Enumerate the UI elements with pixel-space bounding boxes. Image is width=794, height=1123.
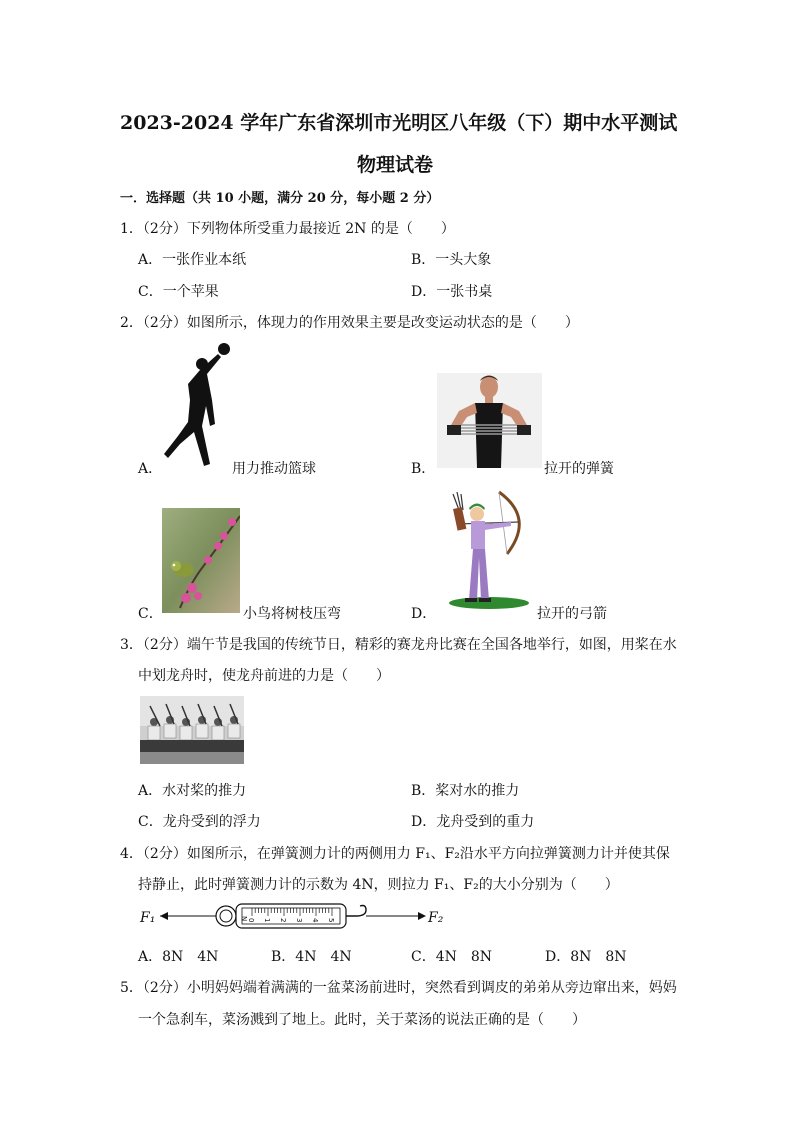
q2-option-d-letter: D． xyxy=(411,606,437,622)
q4-option-d: D．8N 8N xyxy=(545,949,627,965)
spring-expander-image xyxy=(437,373,542,468)
scale-number: 2 xyxy=(279,918,287,923)
exam-title-line2: 物理试卷 xyxy=(357,154,434,176)
scale-number: 0 xyxy=(247,918,255,923)
q2-option-b-caption: 拉开的弹簧 xyxy=(544,461,614,477)
basketball-player-image xyxy=(160,340,235,470)
dragon-boat-image xyxy=(140,696,244,764)
q1-option-c: C．一个苹果 xyxy=(138,284,219,300)
scale-number: 1 xyxy=(263,918,271,923)
q4-option-c: C．4N 8N xyxy=(411,949,493,965)
bird-branch-image xyxy=(162,508,240,613)
archer-image xyxy=(447,488,532,613)
q2-option-a-letter: A． xyxy=(138,461,163,477)
q2-option-a-caption: 用力推动篮球 xyxy=(232,461,316,477)
q3-option-c: C．龙舟受到的浮力 xyxy=(138,814,261,830)
q4-stem-line1: 4．（2分）如图所示，在弹簧测力计的两侧用力 F₁、F₂沿水平方向拉弹簧测力计并使其保 xyxy=(120,846,670,862)
f1-label: F₁ xyxy=(140,910,156,926)
q2-stem: 2．（2分）如图所示，体现力的作用效果主要是改变运动状态的是（ ） xyxy=(120,315,579,331)
q5-stem-line2: 一个急刹车，菜汤溅到了地上。此时，关于菜汤的说法正确的是（ ） xyxy=(138,1012,586,1028)
q4-option-a: A．8N 4N xyxy=(138,949,219,965)
section-heading: 一．选择题（共 10 小题，满分 20 分，每小题 2 分） xyxy=(120,191,440,206)
q2-option-b-letter: B． xyxy=(411,461,436,477)
q1-option-d: D．一张书桌 xyxy=(411,284,493,300)
q2-option-c-letter: C． xyxy=(138,606,163,622)
q1-option-b: B．一头大象 xyxy=(411,252,492,268)
q3-stem-line2: 中划龙舟时，使龙舟前进的力是（ ） xyxy=(138,668,390,684)
f2-label: F₂ xyxy=(428,910,444,926)
q4-stem-line2: 持静止，此时弹簧测力计的示数为 4N，则拉力 F₁、F₂的大小分别为（ ） xyxy=(138,877,619,893)
q2-option-d-caption: 拉开的弓箭 xyxy=(537,606,607,622)
q4-option-b: B．4N 4N xyxy=(271,949,352,965)
scale-unit-label: N xyxy=(240,916,248,922)
q1-stem: 1．（2分）下列物体所受重力最接近 2N 的是（ ） xyxy=(120,221,455,237)
q3-stem-line1: 3．（2分）端午节是我国的传统节日，精彩的赛龙舟比赛在全国各地举行，如图，用桨在水 xyxy=(120,637,677,653)
scale-number: 5 xyxy=(327,918,335,923)
q3-option-a: A．水对桨的推力 xyxy=(138,783,247,799)
spring-scale-diagram xyxy=(138,900,448,934)
exam-title-line1: 2023-2024 学年广东省深圳市光明区八年级（下）期中水平测试 xyxy=(120,112,678,134)
scale-number: 4 xyxy=(311,918,319,923)
q1-option-a: A．一张作业本纸 xyxy=(138,252,247,268)
q3-option-d: D．龙舟受到的重力 xyxy=(411,814,535,830)
q5-stem-line1: 5．（2分）小明妈妈端着满满的一盆菜汤前进时，突然看到调皮的弟弟从旁边窜出来，妈妈 xyxy=(120,980,677,996)
q3-option-b: B．桨对水的推力 xyxy=(411,783,520,799)
scale-number: 3 xyxy=(295,918,303,923)
q2-option-c-caption: 小鸟将树枝压弯 xyxy=(243,606,341,622)
